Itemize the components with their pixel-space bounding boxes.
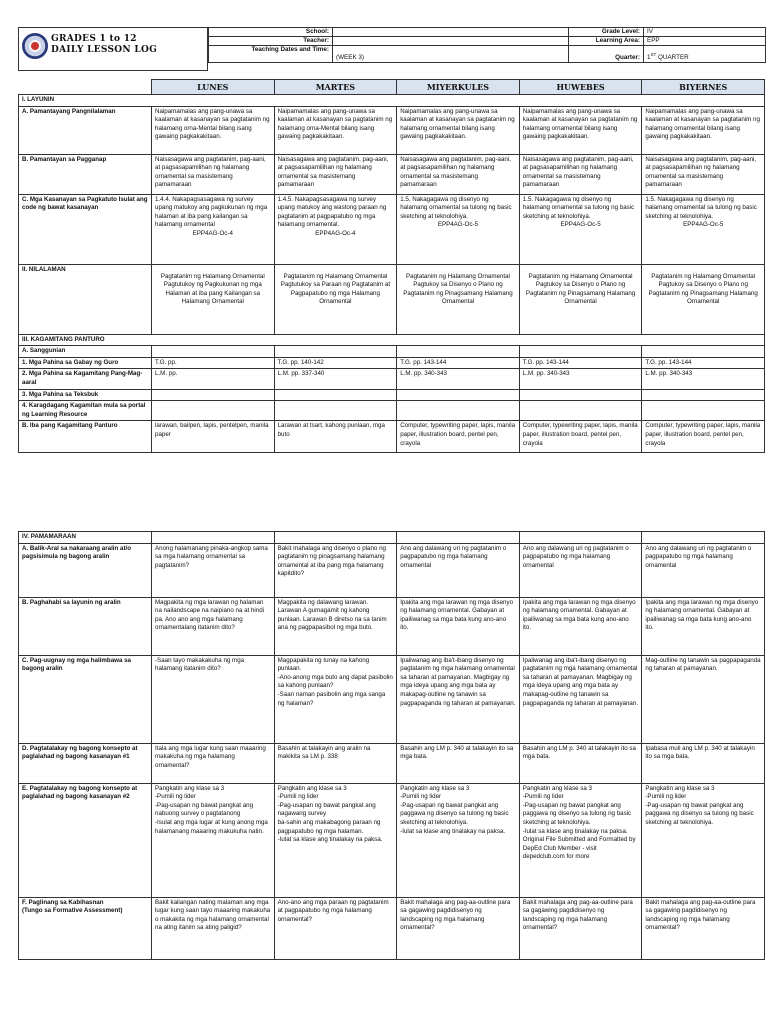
quarter-label: Quarter: [569, 46, 644, 63]
cell: Naipamamalas ang pang-unawa sa kaalaman at kasanayan sa pagtatanim ng halamang ornamental bilang isang gawaing pagkakakitaan. [519, 106, 642, 154]
cell: 1.4.5. Nakapagsasagawa ng survey upang matukoy ang wastong paraan ng pagtatanim at pagpapatubo ng mga halamang ornamental. EPP4AG-Oc-4 [274, 194, 397, 264]
cell: Naisasagawa ang pagtatanim, pag-aani, at pagsasapamilihan ng halamang ornamental sa masistemang pamamaraan [397, 154, 520, 194]
cell: Magpakita ng dalawang larawan. Larawan A gumagamit ng kahong punlaan. Larawan B diretso na sa tanim ana ng pagpapasibol ng mga buto. [274, 597, 397, 655]
day-header-miyerkules: MIYERKULES [397, 80, 520, 95]
cell: Anong halamanang pinaka-angkop sama sa mga halamang ornamental sa pagtatanim? [152, 543, 275, 597]
row-label-sanggunian: A. Sanggunian [19, 346, 152, 358]
cell: Pangkatin ang klase sa 3 -Pumili ng lider -Pag-usapan ng bawat pangkat ang paggawa ng disenyo sa tulong ng basic sketching at teknolohiya. -Iulat sa klase ang tinalakay na paksa. [397, 783, 520, 897]
row-label-pagtatalakay-2: E. Pagtatalakay ng bagong konsepto at paglalahad ng bagong kasanayan #2 [19, 783, 152, 897]
cell: Basahin ang LM p. 340 at talakayin ito sa mga bata. [397, 743, 520, 783]
cell: L.M. pp. 340-343 [397, 369, 520, 389]
cell: Pangkatin ang klase sa 3 -Pumili ng lider -Pag-usapan ng bawat pangkat ang nabuong survey o pagtatanong -Isulat ang mga lugar at kung anong mga halamanang maaaring makukuha natin. [152, 783, 275, 897]
day-header-lunes: LUNES [152, 80, 275, 95]
cell: Bakit kailangan nating malaman ang mga lugar kung saan tayo maaaring makakuha o makakita ng mga halamang ornamental na ating itanim sa ating paligid? [152, 897, 275, 959]
dates-value: (WEEK 3) [333, 46, 569, 63]
section-layunin: I. LAYUNIN [19, 95, 765, 107]
cell: Computer, typewriting paper, lapis, manila paper, illustration board, pentel pen, crayola [397, 421, 520, 453]
row-label-pamantayan-sa-pagganap: B. Pamantayan sa Pagganap [19, 154, 152, 194]
cell: 1.5. Nakagagawa ng disenyo ng halamang ornamental sa tulong ng basic sketching at teknolohiya. EPP4AG-Oc-5 [397, 194, 520, 264]
cell: 1.5. Nakagagawa ng disenyo ng halamang ornamental sa tulong ng basic sketching at teknolohiya. EPP4AG-Oc-5 [519, 194, 642, 264]
cell: Pagtatanim ng Halamang Ornamental Pagtukoy sa Disenyo o Plano ng Pagtatanim ng Pinagsamang Halamang Ornamental [642, 264, 765, 334]
cell: Ipabasa muli ang LM p. 340 at talakayin ito sa mga bata. [642, 743, 765, 783]
row-label-mga-kasanayan: C. Mga Kasanayan sa Pagkatuto Isulat ang code ng bawat kasanayan [19, 194, 152, 264]
cell: Ipakita ang mga larawan ng mga disenyo ng halamang ornamental. Gabayan at ipailiwanag sa mga bata kung ano-ano ito. [642, 597, 765, 655]
cell: L.M. pp. [152, 369, 275, 389]
cell: Pagtatanim ng Halamang Ornamental Pagtukoy sa Disenyo o Plano ng Pagtatanim ng Pinagsamang Halamang Ornamental [519, 264, 642, 334]
row-label-gabay-ng-guro: 1. Mga Pahina sa Gabay ng Guro [19, 357, 152, 369]
row-label-karagdagang-kagamitan: 4. Karagdagang Kagamitan mula sa portal ng Learning Resource [19, 401, 152, 421]
row-label-balik-aral: A. Balik-Aral sa nakaraang aralin at/o pagsisimula ng bagong aralin [19, 543, 152, 597]
cell: Magpakita ng mga larawan ng halaman na nailandscape na naipiano na at hindi pa. Ano ano ang mga halamang ornamentalang itatanim dito? [152, 597, 275, 655]
cell: Itala ang mga lugar kung saan maaaring makakuha ng mga halamang ornamental? [152, 743, 275, 783]
cell: T.G. pp. 140-142 [274, 357, 397, 369]
area-value: EPP [644, 37, 766, 46]
cell: T.G. pp. [152, 357, 275, 369]
row-label-paghahabi: B. Paghahabi sa layunin ng aralin [19, 597, 152, 655]
cell: Ipakita ang mga larawan ng mga disenyo ng halamang ornamental. Gabayan at ipailiwanag sa mga bata kung ano-ano ito. [397, 597, 520, 655]
section-kagamitang-panturo: III. KAGAMITANG PANTURO [19, 334, 765, 346]
area-label: Learning Area: [569, 37, 644, 46]
cell: Naisasagawa ang pagtatanim, pag-aani, at pagsasapamilihan ng halamang ornamental sa masistemang pamamaraan [274, 154, 397, 194]
row-label-pamantayang-pangnilalaman: A. Pamantayang Pangnilalaman [19, 106, 152, 154]
cell: T.G. pp. 143-144 [397, 357, 520, 369]
cell: Naipamamalas ang pang-unawa sa kaalaman at kasanayan sa pagtatanim ng halamang ornamental bilang isang gawaing pagkakakitaan. [642, 106, 765, 154]
cell: Naisasagawa ang pagtatanim, pag-aani, at pagsasapamilihan ng halamang ornamental sa masistemang pamamaraan [642, 154, 765, 194]
cell: larawan, bailpen, lapis, pentelpen, manila paper [152, 421, 275, 453]
cell: 1.4.4. Nakapagsasagawa ng survey upang matukoy ang pagkukunan ng mga halaman at iba pang kailangan sa halamang ornamental EPP4AG-Oc-4 [152, 194, 275, 264]
cell: Naisasagawa ang pagtatanim, pag-aani, at pagsasapamilihan ng halamang ornamental sa masistemang pamamaraan [519, 154, 642, 194]
cell: Ipaliwanag ang iba't-ibang disenyo ng pagtatanim ng mga halamang ornamental sa taharan at pamayanan. Magbigay ng mga ideya upang ang mga bata ay makapag-outline ng tanawin sa pagpapaganda ng taharan at pamayanan. [519, 655, 642, 743]
school-value [333, 28, 569, 37]
lesson-table-part-1 [18, 79, 765, 453]
cell: L.M. pp. 340-343 [642, 369, 765, 389]
cell: T.G. pp. 143-144 [642, 357, 765, 369]
day-header-biyernes: BIYERNES [642, 80, 765, 95]
teacher-value [333, 37, 569, 46]
day-header-huwebes: HUWEBES [519, 80, 642, 95]
cell: Computer, typewriting paper, lapis, manila paper, illustration board, pentel pen, crayola [642, 421, 765, 453]
row-label-teksbuk: 3. Mga Pahina sa Teksbuk [19, 389, 152, 401]
lesson-table-part-2 [18, 531, 765, 960]
dates-label: Teaching Dates and Time: [209, 46, 333, 63]
cell: Pagtatanim ng Halamang Ornamental Pagtutukoy sa Paraan ng Pagtatanim at Pagpapatubo ng mga Halamang Ornamental [274, 264, 397, 334]
cell: Larawan at tsart, kahong punlaan, mga buto [274, 421, 397, 453]
cell: Bakit mahalaga ang pag-aa-outline para sa gagawing pagdidisenyo ng landscaping ng mga halamang ornamental? [642, 897, 765, 959]
cell: Ano ang dalawang uri ng pagtatanim o pagpapatubo ng mga halamang ornamental [642, 543, 765, 597]
row-label-pag-uugnay: C. Pag-uugnay ng mga halimbawa sa bagong aralin [19, 655, 152, 743]
cell: Bakit mahalaga ang pag-aa-outline para sa gagawing pagdidisenyo ng landscaping ng mga halamang ornamental? [397, 897, 520, 959]
school-label: School: [209, 28, 333, 37]
cell: T.G. pp. 143-144 [519, 357, 642, 369]
cell: Pangkatin ang klase sa 3 -Pumili ng lider -Pag-usapan ng bawat pangkat ang paggawa ng disenyo sa tulong ng basic sketching at teknolohiya. -Iulat sa klase ang tinalakay na paksa. Original File Submitted and Formatted by DepEd Club Member - visit depedclub.com for more [519, 783, 642, 897]
cell: Pangkatin ang klase sa 3 -Pumili ng lider -Pag-usapan ng bawat pangkat ang paggawa ng disenyo sa tulong ng basic sketching at teknolohiya. [642, 783, 765, 897]
cell: Naisasagawa ang pagtatanim, pag-aani, at pagsasapamilihan ng halamang ornamental sa masistemang pamamaraan [152, 154, 275, 194]
quarter-value: 1ST QUARTER [644, 46, 766, 63]
cell: L.M. pp. 337-340 [274, 369, 397, 389]
grade-value: IV [644, 28, 766, 37]
header-info-table [208, 27, 766, 63]
title-line-1: GRADES 1 to 12 [51, 34, 137, 44]
cell: Ano ang dalawang uri ng pagtatanim o pagpapatubo ng mga halamang ornamental [519, 543, 642, 597]
cell: Bakit mahalaga ang disenyo o plano ng pagtatanim ng pinagsamang halamang ornamental at iba pang mga halamang kapitdito? [274, 543, 397, 597]
cell: Computer, typewriting paper, lapis, manila paper, illustration board, pentel pen, crayola [519, 421, 642, 453]
cell: Naipamamalas ang pang-unawa sa kaalaman at kasanayan sa pagtatanim ng halamang ornamental bilang isang gawaing pagkakakitaan. [397, 106, 520, 154]
cell: Naipamamalas ang pang-unawa sa kaalaman at kasanayan sa pagtatanim ng halamang orna-Mental bilang isang gawaing pagkakakitaan. [274, 106, 397, 154]
cell: Basahin at talakayin ang aralin na makikita sa LM p. 338 [274, 743, 397, 783]
cell: 1.5. Nakagagawa ng disenyo ng halamang ornamental sa tulong ng basic sketching at teknolohiya. EPP4AG-Oc-5 [642, 194, 765, 264]
cell: L.M. pp. 340-343 [519, 369, 642, 389]
lesson-log-header [18, 27, 765, 71]
cell: Ipakita ang mga larawan ng mga disenyo ng halamang ornamental. Gabayan at ipailiwanag sa mga bata kung ano-ano ito. [519, 597, 642, 655]
row-label-pagtatalakay-1: D. Pagtatalakay ng bagong konsepto at paglalahad ng bagong kasanayan #1 [19, 743, 152, 783]
row-label-iba-pang-kagamitan: B. Iba pang Kagamitang Panturo [19, 421, 152, 453]
row-label-kagamitang-pang-mag-aaral: 2. Mga Pahina sa Kagamitang Pang-Mag-aaral [19, 369, 152, 389]
grade-label: Grade Level: [569, 28, 644, 37]
title-line-2: DAILY LESSON LOG [51, 45, 158, 55]
cell: Ano-ano ang mga paraan ng pagtatanim at pagpapatubo ng mga halamang ornamental? [274, 897, 397, 959]
row-label-paglinang-sa-kabihasnan: F. Paglinang sa Kabihasnan (Tungo sa Formative Assessment) [19, 897, 152, 959]
cell: Basahin ang LM p. 340 at talakayin ito sa mga bata. [519, 743, 642, 783]
teacher-label: Teacher: [209, 37, 333, 46]
cell: Pangkatin ang klase sa 3 -Pumili ng lider -Pag-usapan ng bawat pangkat ang nagawang survey ba-sahin ang makabagong paraan ng pagpapatubo ng mga halaman. -Iulat sa klase ang tinalakay na paksa. [274, 783, 397, 897]
cell: Magpapakita ng tunay na kahong punlaan. -Ano-anong mga buto ang dapat pasibolin sa kahong punlaan? -Saan naman pasibolin ang mga sanga ng halaman? [274, 655, 397, 743]
logo-cell [18, 27, 208, 71]
section-nilalaman: II. NILALAMAN [19, 264, 152, 334]
cell: Ano ang dalawang uri ng pagtatanim o pagpapatubo ng mga halamang ornamental [397, 543, 520, 597]
deped-seal-icon [22, 33, 48, 59]
cell: Pagtatanim ng Halamang Ornamental Pagtukoy sa Disenyo o Plano ng Pagtatanim ng Pinagsamang Halamang Ornamental [397, 264, 520, 334]
cell: -Saan tayo makakakuha ng mga halamang itatanim dito? [152, 655, 275, 743]
cell: Ipaliwanag ang iba't-ibang disenyo ng pagtatanim ng mga halamang ornamental sa taharan at pamayanan. Magbigay ng mga ideya upang ang mga bata ay makapag-outline ng tanawin sa pagpapaganda ng taharan at pamayanan. [397, 655, 520, 743]
day-header-martes: MARTES [274, 80, 397, 95]
section-pamamaraan: IV. PAMAMARAAN [19, 532, 152, 544]
cell: Mag-outline ng tanawin sa pagpapaganda ng taharan at pamayanan. [642, 655, 765, 743]
cell: Bakit mahalaga ang pag-aa-outline para sa gagawing pagdidisenyo ng landscaping ng mga halamang ornamental? [519, 897, 642, 959]
cell: Naipamamalas ang pang-unawa sa kaalaman at kasanayan sa pagtatanim ng halamang orna-Mental bilang isang gawaing pagkakakitaan. [152, 106, 275, 154]
cell: Pagtatanim ng Halamang Ornamental Pagtutukoy ng Pagkukunan ng mga Halaman at iba pang Kailangan sa Halamang Ornamental [152, 264, 275, 334]
